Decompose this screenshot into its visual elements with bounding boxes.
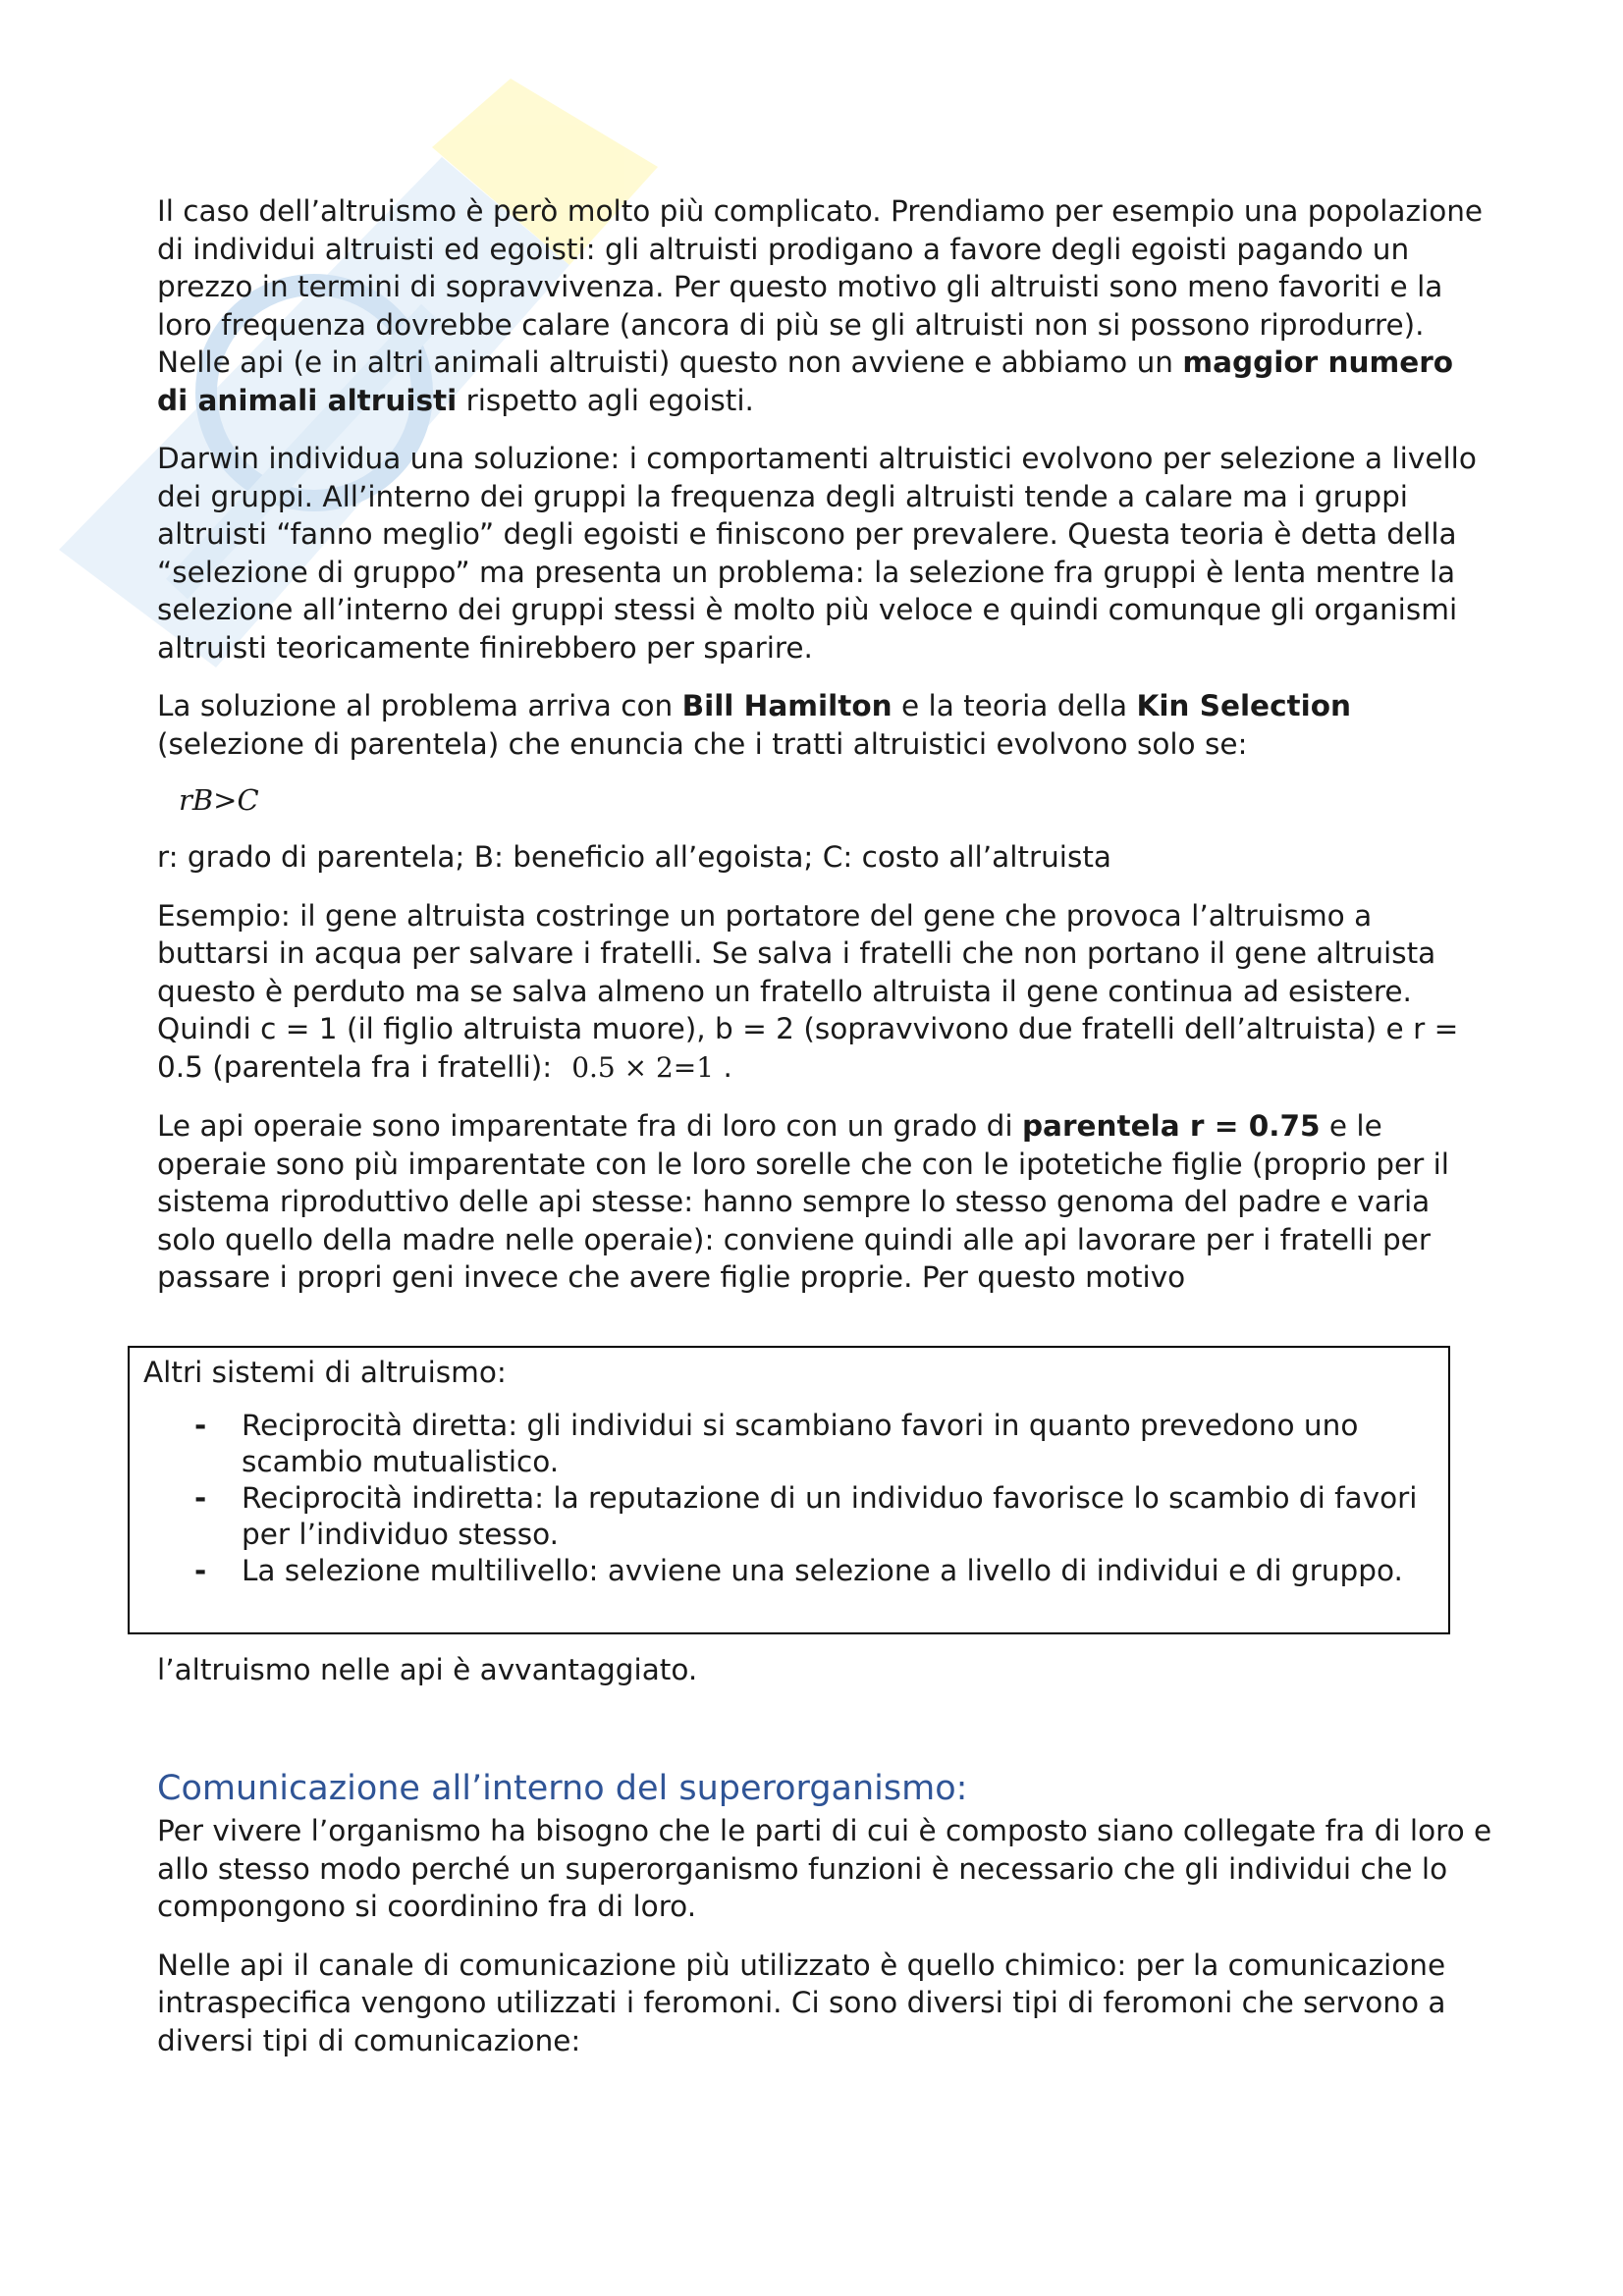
paragraph-formula-legend: r: grado di parentela; B: beneficio all’egoista; C: costo all’altruista — [157, 840, 1112, 874]
altruism-systems-list — [143, 1408, 1434, 1589]
continuation-text: l’altruismo nelle api è avvantaggiato. — [157, 1653, 698, 1686]
document-body — [157, 192, 1492, 1317]
bullet-dash: - — [194, 1480, 207, 1515]
example-math: 0.5 × 2=1 — [571, 1050, 715, 1084]
paragraph-kin-selection: La soluzione al problema arriva con Bill Hamilton e la teoria della Kin Selection (selezione di parentela) che enuncia che i tratti altruistici evolvono solo se: — [157, 689, 1352, 761]
bullet-dash: - — [194, 1408, 207, 1442]
list-item: - Reciprocità diretta: gli individui si scambiano favori in quanto prevedono uno scambio mutualistico. — [194, 1408, 1359, 1478]
altruism-systems-box — [128, 1346, 1450, 1634]
box-title: Altri sistemi di altruismo: — [143, 1356, 507, 1389]
paragraph-coordination: Per vivere l’organismo ha bisogno che le parti di cui è composto siano collegate fra di loro e allo stesso modo perché un superorganismo funzioni è necessario che gli individui che lo compongono si coordinino fra di loro. — [157, 1814, 1492, 1923]
paragraph-pheromones: Nelle api il canale di comunicazione più utilizzato è quello chimico: per la comunicazione intraspecifica vengono utilizzati i feromoni. Ci sono diversi tipi di feromoni che servono a diversi tipi di comunicazione: — [157, 1948, 1446, 2057]
paragraph-group-selection: Darwin individua una soluzione: i comportamenti altruistici evolvono per selezione a livello dei gruppi. All’interno dei gruppi la frequenza degli altruisti tende a calare ma i gruppi altruisti “fanno meglio” degli egoisti e finiscono per prevalere. Questa teoria è detta della “selezione di gruppo” ma presenta un problema: la selezione fra gruppi è lenta mentre la selezione all’interno dei gruppi stessi è molto più veloce e quindi comunque gli organismi altruisti teoricamente finirebbero per sparire. — [157, 442, 1477, 665]
list-item: - Reciprocità indiretta: la reputazione di un individuo favorisce lo scambio di favori per l’individuo stesso. — [194, 1480, 1418, 1551]
list-item: - La selezione multilivello: avviene una selezione a livello di individui e di gruppo. — [194, 1553, 1403, 1587]
communication-section — [157, 1767, 1512, 2080]
bullet-dash: - — [194, 1553, 207, 1587]
section-heading: Comunicazione all’interno del superorganismo: — [157, 1769, 968, 1808]
paragraph-worker-bees: Le api operaie sono imparentate fra di loro con un grado di parentela r = 0.75 e le operaie sono più imparentate con le loro sorelle che con le ipotetiche figlie (proprio per il sistema riproduttivo delle api stesse: hanno sempre lo stesso genoma del padre e varia solo quello della madre nelle operaie): conviene quindi alle api lavorare per i fratelli per passare i propri geni invece che avere figlie proprie. Per questo motivo — [157, 1109, 1450, 1294]
paragraph-example: Esempio: il gene altruista costringe un portatore del gene che provoca l’altruismo a buttarsi in acqua per salvare i fratelli. Se salva i fratelli che non portano il gene altruista questo è perduto ma se salva almeno un fratello altruista il gene continua ad esistere. Quindi c = 1 (il figlio altruista muore), b = 2 (sopravvivono due fratelli dell’altruista) e r = 0.5 (parentela fra i fratelli): 0.5 × 2=1 . — [157, 898, 1459, 1084]
hamilton-formula: rB>C — [179, 783, 259, 817]
paragraph-altruism-problem: Il caso dell’altruismo è però molto più complicato. Prendiamo per esempio una popolazione di individui altruisti ed egoisti: gli altruisti prodigano a favore degli egoisti pagando un prezzo in termini di sopravvivenza. Per questo motivo gli altruisti sono meno favoriti e la loro frequenza dovrebbe calare (ancora di più se gli altruisti non si possono riprodurre). Nelle api (e in altri animali altruisti) questo non avviene e abbiamo un maggior numero di animali altruisti rispetto agli egoisti. — [157, 194, 1484, 417]
